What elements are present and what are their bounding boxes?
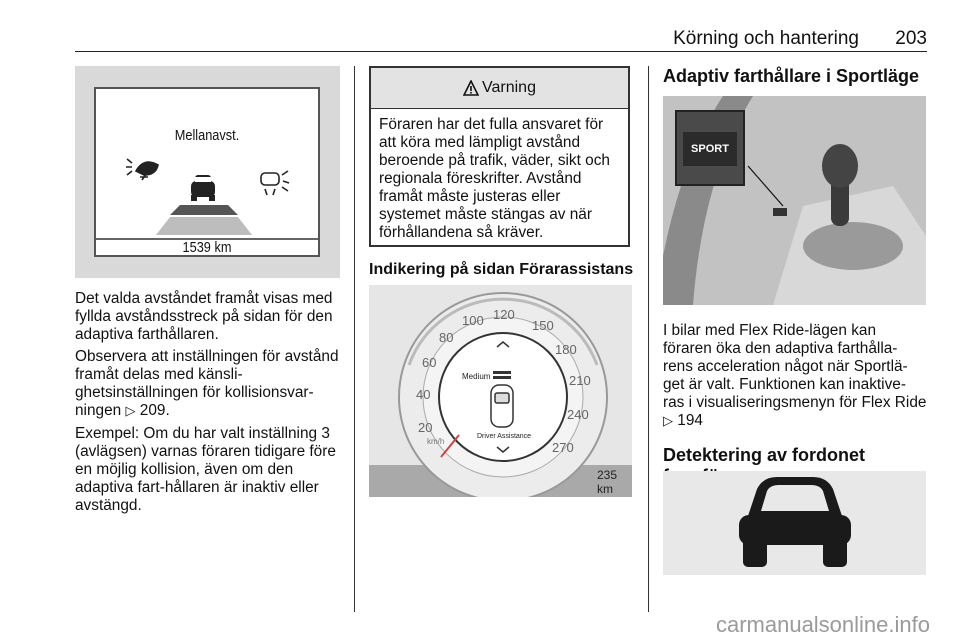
gauge-tick-240: 240 <box>567 407 589 422</box>
gauge-tick-210: 210 <box>569 373 591 388</box>
warning-title: Varning <box>482 79 536 96</box>
gauge-tick-150: 150 <box>532 318 554 333</box>
gauge-driver-assistance-label: Driver Assistance <box>477 433 532 440</box>
gauge-tick-80: 80 <box>439 330 454 345</box>
sport-button[interactable]: SPORT <box>683 132 737 166</box>
page-header <box>75 0 927 50</box>
section-heading-sport: Adaptiv farthållare i Sportläge <box>663 66 920 86</box>
section-heading-detection: Detektering av fordonet <box>663 445 866 465</box>
sport-button-zoom <box>675 110 745 186</box>
paragraph: Observera att inställningen för avstånd framåt delas med känsli-ghetsinställningen för kollisionsvar-ningen ▷ 209. <box>75 348 339 419</box>
gauge-tick-20: 20 <box>418 420 433 435</box>
gauge-odometer: 235 km <box>597 468 618 496</box>
watermark: carmanualsonline.info <box>715 612 930 637</box>
distance-graphic <box>96 89 318 255</box>
gauge-medium-label: Medium <box>462 372 491 381</box>
page-ref-arrow-icon: ▷ <box>663 414 673 429</box>
distance-bars-icon <box>156 205 252 235</box>
collision-warning-icon <box>261 171 289 195</box>
gauge-tick-180: 180 <box>555 342 577 357</box>
driver-assistance-gauge-figure <box>369 285 632 497</box>
warning-text: Föraren har det fulla ansvaret för att köra med lämpligt avstånd beroende på trafik, väder, sikt och regionala föreskrifter. Avstånd framåt måste justeras eller systemet måste stängas av när förhållandena så kräver. <box>379 116 610 241</box>
gauge-tick-60: 60 <box>422 355 437 370</box>
distance-setting-label: Mellanavst. <box>174 127 240 144</box>
sport-mode-figure <box>663 96 926 305</box>
page-reference[interactable]: 194 <box>677 412 703 429</box>
page-reference[interactable]: 209. <box>139 402 170 419</box>
collision-warning-icon <box>126 159 158 180</box>
gauge-tick-120: 120 <box>493 307 515 322</box>
warning-icon <box>463 80 479 96</box>
distance-display-figure <box>75 66 340 278</box>
column-1-text <box>75 290 341 519</box>
header-title: Körning och hantering <box>673 28 859 49</box>
paragraph: I bilar med Flex Ride-lägen kan föraren öka den adaptiva farthålla-rens acceleration något när Sportlä-get är valt. Funktionen kan inaktive-ras i visualiseringsmenyn för Flex Ride ▷ 194 <box>663 322 927 429</box>
paragraph: Exempel: Om du har valt inställning 3 (avlägsen) varnas föraren tidigare före en möjlig kollision, även om den adaptiva fart-hållaren är inaktiv eller avstängd. <box>75 425 336 514</box>
warning-box <box>369 66 630 247</box>
gauge-tick-40: 40 <box>416 387 431 402</box>
display-screen <box>94 87 320 257</box>
car-icon <box>191 175 215 201</box>
column-3-text <box>663 322 927 487</box>
page-number: 203 <box>895 28 927 49</box>
warning-header <box>371 68 628 109</box>
column-divider-1 <box>354 66 355 612</box>
gauge-tick-100: 100 <box>462 313 484 328</box>
section-subheading: Indikering på sidan Förarassistans <box>369 261 634 278</box>
page-ref-arrow-icon: ▷ <box>125 404 136 419</box>
header-rule <box>75 51 927 52</box>
gauge-unit: km/h <box>427 437 445 446</box>
vehicle-ahead-figure <box>663 471 926 575</box>
vehicle-ahead-icon <box>663 471 926 575</box>
odometer-readout: 1539 km <box>182 239 232 256</box>
gauge-tick-270: 270 <box>552 440 574 455</box>
paragraph: Det valda avståndet framåt visas med fyllda avståndsstreck på sidan för den adaptiva farthållaren. <box>75 290 333 343</box>
column-divider-2 <box>648 66 649 612</box>
